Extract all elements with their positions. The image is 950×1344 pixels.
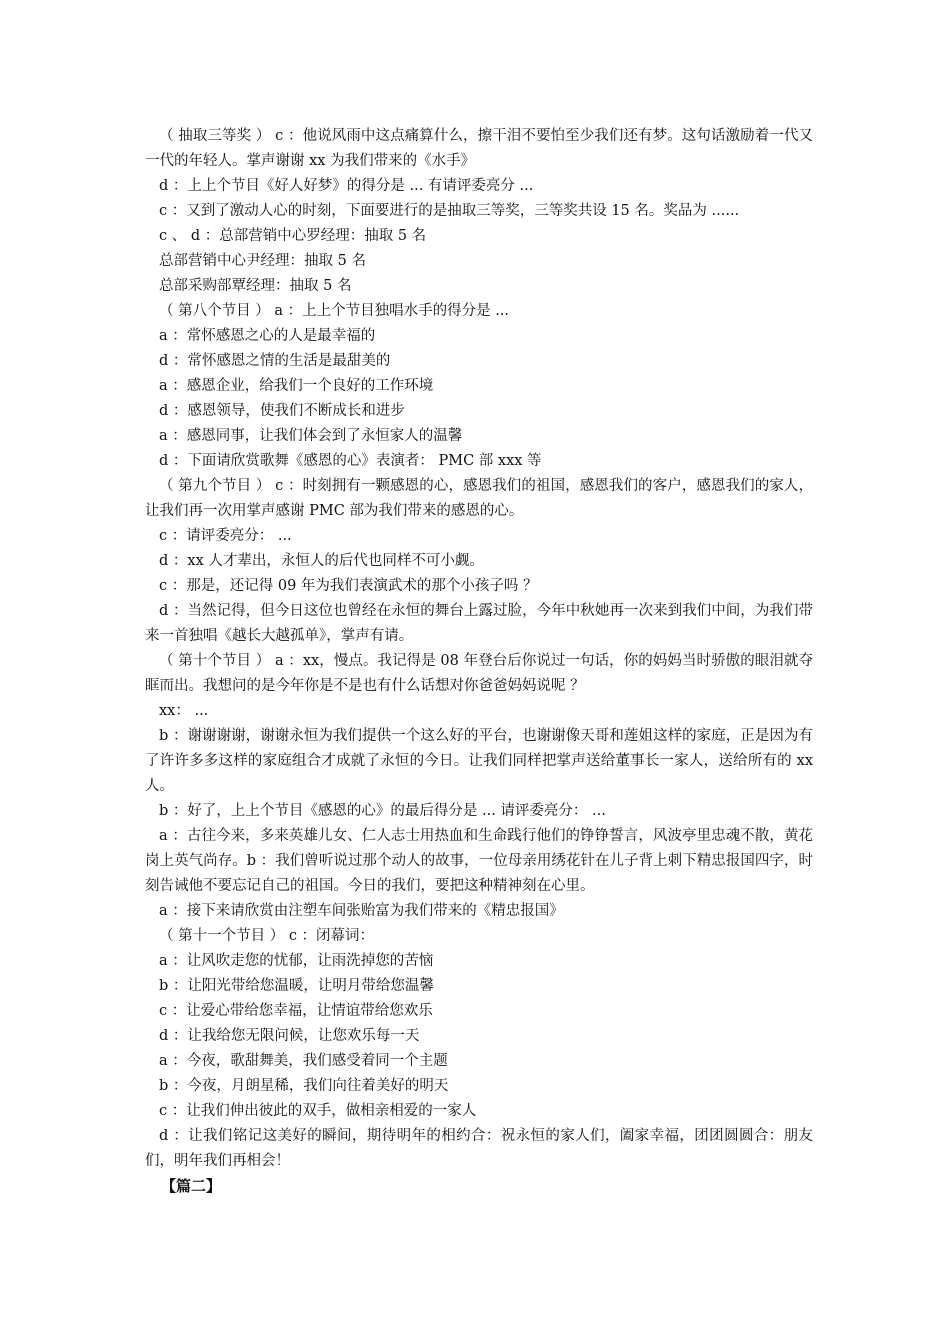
paragraph: c ：那是，还记得 09 年为我们表演武术的那个小孩子吗 ？ bbox=[159, 578, 538, 594]
paragraph: c ：让爱心带给您幸福，让情谊带给您欢乐 bbox=[159, 1003, 433, 1019]
paragraph: a ：让风吹走您的忧郁，让雨洗掉您的苦恼 bbox=[159, 953, 434, 969]
paragraph: （ 第九个节目 ） c ：时刻拥有一颗感恩的心，感恩我们的祖国，感恩我们的客户，感恩我们的家人，让我们再一次用掌声感谢 PMC 部为我们带来的感恩的心。 bbox=[145, 478, 813, 519]
paragraph: d ：感恩领导，使我们不断成长和进步 bbox=[159, 403, 405, 419]
paragraph: c ：让我们伸出彼此的双手，做相亲相爱的一家人 bbox=[159, 1103, 477, 1119]
paragraph: d ：让我们铭记这美好的瞬间，期待明年的相约合：祝永恒的家人们，阖家幸福，团团圆圆合：朋友们，明年我们再相会！ bbox=[145, 1128, 813, 1169]
paragraph: a ：古往今来，多来英雄儿女、仁人志士用热血和生命践行他们的铮铮誓言，风波亭里忠魂不散，黄花岗上英气尚存。b ：我们曾听说过那个动人的故事，一位母亲用绣花针在儿子背上刺下精忠报国四字，时刻告诫他不要忘记自己的祖国。今日的我们，要把这种精神刻在心里。 bbox=[145, 828, 813, 894]
paragraph: b ：让阳光带给您温暖，让明月带给您温馨 bbox=[159, 978, 434, 994]
paragraph: d ：上上个节目《好人好梦》的得分是 ... 有请评委亮分 ... bbox=[159, 178, 534, 194]
paragraph: d ：当然记得，但今日这位也曾经在永恒的舞台上露过脸，今年中秋她再一次来到我们中间，为我们带来一首独唱《越长大越孤单》，掌声有请。 bbox=[145, 603, 813, 644]
paragraph: d ：下面请欣赏歌舞《感恩的心》表演者： PMC 部 xxx 等 bbox=[159, 453, 542, 469]
paragraph: c ：请评委亮分： ... bbox=[159, 528, 292, 544]
paragraph: d ：xx 人才辈出，永恒人的后代也同样不可小觑。 bbox=[159, 553, 484, 569]
paragraph: a ：感恩同事，让我们体会到了永恒家人的温馨 bbox=[159, 428, 463, 444]
paragraph: b ：谢谢谢谢，谢谢永恒为我们提供一个这么好的平台，也谢谢像天哥和莲姐这样的家庭，正是因为有了许许多多这样的家庭组合才成就了永恒的今日。让我们同样把掌声送给董事长一家人，送给所有的 xx 人。 bbox=[145, 728, 813, 794]
paragraph: c 、 d ：总部营销中心罗经理：抽取 5 名 bbox=[159, 228, 427, 244]
paragraph: a ：接下来请欣赏由注塑车间张贻富为我们带来的《精忠报国》 bbox=[159, 903, 564, 919]
paragraph: 总部采购部覃经理：抽取 5 名 bbox=[159, 278, 352, 294]
paragraph: a ：今夜，歌甜舞美，我们感受着同一个主题 bbox=[159, 1053, 448, 1069]
paragraph: xx： ... bbox=[159, 703, 209, 719]
paragraph: d ：常怀感恩之情的生活是最甜美的 bbox=[159, 353, 391, 369]
paragraph: b ：今夜，月朗星稀，我们向往着美好的明天 bbox=[159, 1078, 449, 1094]
paragraph: （ 第十个节目 ） a ：xx，慢点。我记得是 08 年登台后你说过一句话，你的妈妈当时骄傲的眼泪就夺眶而出。我想问的是今年你是不是也有什么话想对你爸爸妈妈说呢 ？ bbox=[145, 653, 813, 694]
paragraph: d ：让我给您无限问候，让您欢乐每一天 bbox=[159, 1028, 420, 1044]
paragraph: a ：常怀感恩之心的人是最幸福的 bbox=[159, 328, 376, 344]
paragraph: b ：好了，上上个节目《感恩的心》的最后得分是 ... 请评委亮分： ... bbox=[159, 803, 606, 819]
section-heading: 【篇二】 bbox=[161, 1177, 222, 1195]
paragraph: 总部营销中心尹经理：抽取 5 名 bbox=[159, 253, 366, 269]
paragraph: （ 抽取三等奖 ） c ：他说风雨中这点痛算什么，擦干泪不要怕至少我们还有梦。这句话激励着一代又一代的年轻人。掌声谢谢 xx 为我们带来的《水手》 bbox=[145, 128, 813, 169]
paragraph: （ 第八个节目 ） a ：上上个节目独唱水手的得分是 ... bbox=[159, 303, 510, 319]
paragraph: c ：又到了激动人心的时刻，下面要进行的是抽取三等奖，三等奖共设 15 名。奖品为 ...... bbox=[159, 203, 740, 219]
document-page bbox=[145, 124, 813, 1199]
paragraph: a ：感恩企业，给我们一个良好的工作环境 bbox=[159, 378, 434, 394]
paragraph: （ 第十一个节目 ） c ：闭幕词： bbox=[159, 928, 375, 944]
